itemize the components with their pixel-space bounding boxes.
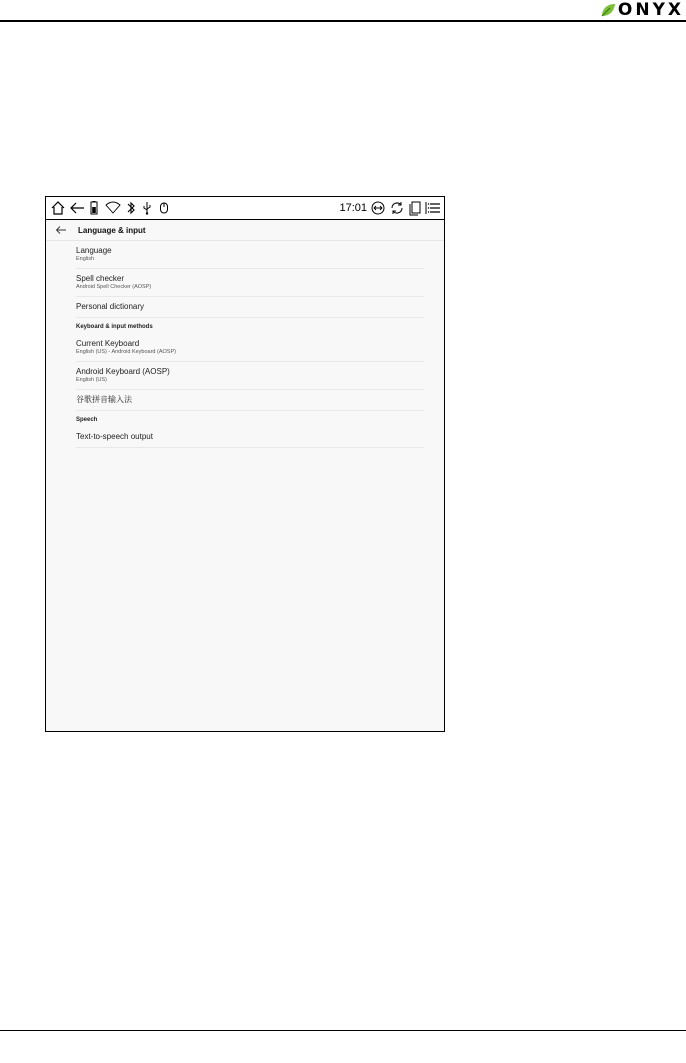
setting-label: 谷歌拼音输入法 [76,395,132,404]
setting-pinyin-ime[interactable] [76,390,424,411]
setting-label: Language [76,246,112,255]
setting-current-keyboard[interactable] [76,334,424,362]
status-bar [46,197,444,220]
setting-language[interactable] [76,241,424,269]
toolbar-back-icon[interactable] [50,220,72,240]
leaf-icon [600,2,616,18]
setting-personal-dictionary[interactable] [76,297,424,318]
volume-icon[interactable] [370,197,386,219]
setting-summary: English (US) - Android Keyboard (AOSP) [76,349,176,355]
bluetooth-icon [126,197,136,219]
section-header-keyboard: Keyboard & input methods [76,324,153,330]
setting-tts-output[interactable] [76,427,424,448]
back-arrow-icon[interactable] [68,197,86,219]
page-footer-rule [0,1030,686,1031]
status-time: 17:01 [339,202,367,214]
setting-summary: English [76,256,95,262]
brand-wordmark: ONYX [617,0,684,20]
setting-spell-checker[interactable] [76,269,424,297]
setting-label: Current Keyboard [76,339,140,348]
app-toolbar [46,220,444,241]
settings-list [76,241,424,448]
home-icon[interactable] [50,197,66,219]
page-header-rule [0,20,686,22]
battery-icon [89,197,99,219]
section-header-speech: Speech [76,417,98,423]
page-title: Language & input [78,225,146,235]
menu-icon[interactable] [425,197,441,219]
setting-android-keyboard[interactable] [76,362,424,390]
wifi-icon [105,197,121,219]
multitask-icon[interactable] [408,197,422,219]
setting-label: Android Keyboard (AOSP) [76,367,170,376]
setting-label: Text-to-speech output [76,432,153,441]
setting-label: Spell checker [76,274,125,283]
usb-icon [141,197,153,219]
onyx-logo [600,0,684,20]
setting-summary: Android Spell Checker (AOSP) [76,284,152,290]
setting-label: Personal dictionary [76,302,145,311]
device-screenshot [45,196,445,732]
refresh-icon[interactable] [389,197,405,219]
setting-summary: English (US) [76,377,107,383]
mouse-icon [159,197,169,219]
